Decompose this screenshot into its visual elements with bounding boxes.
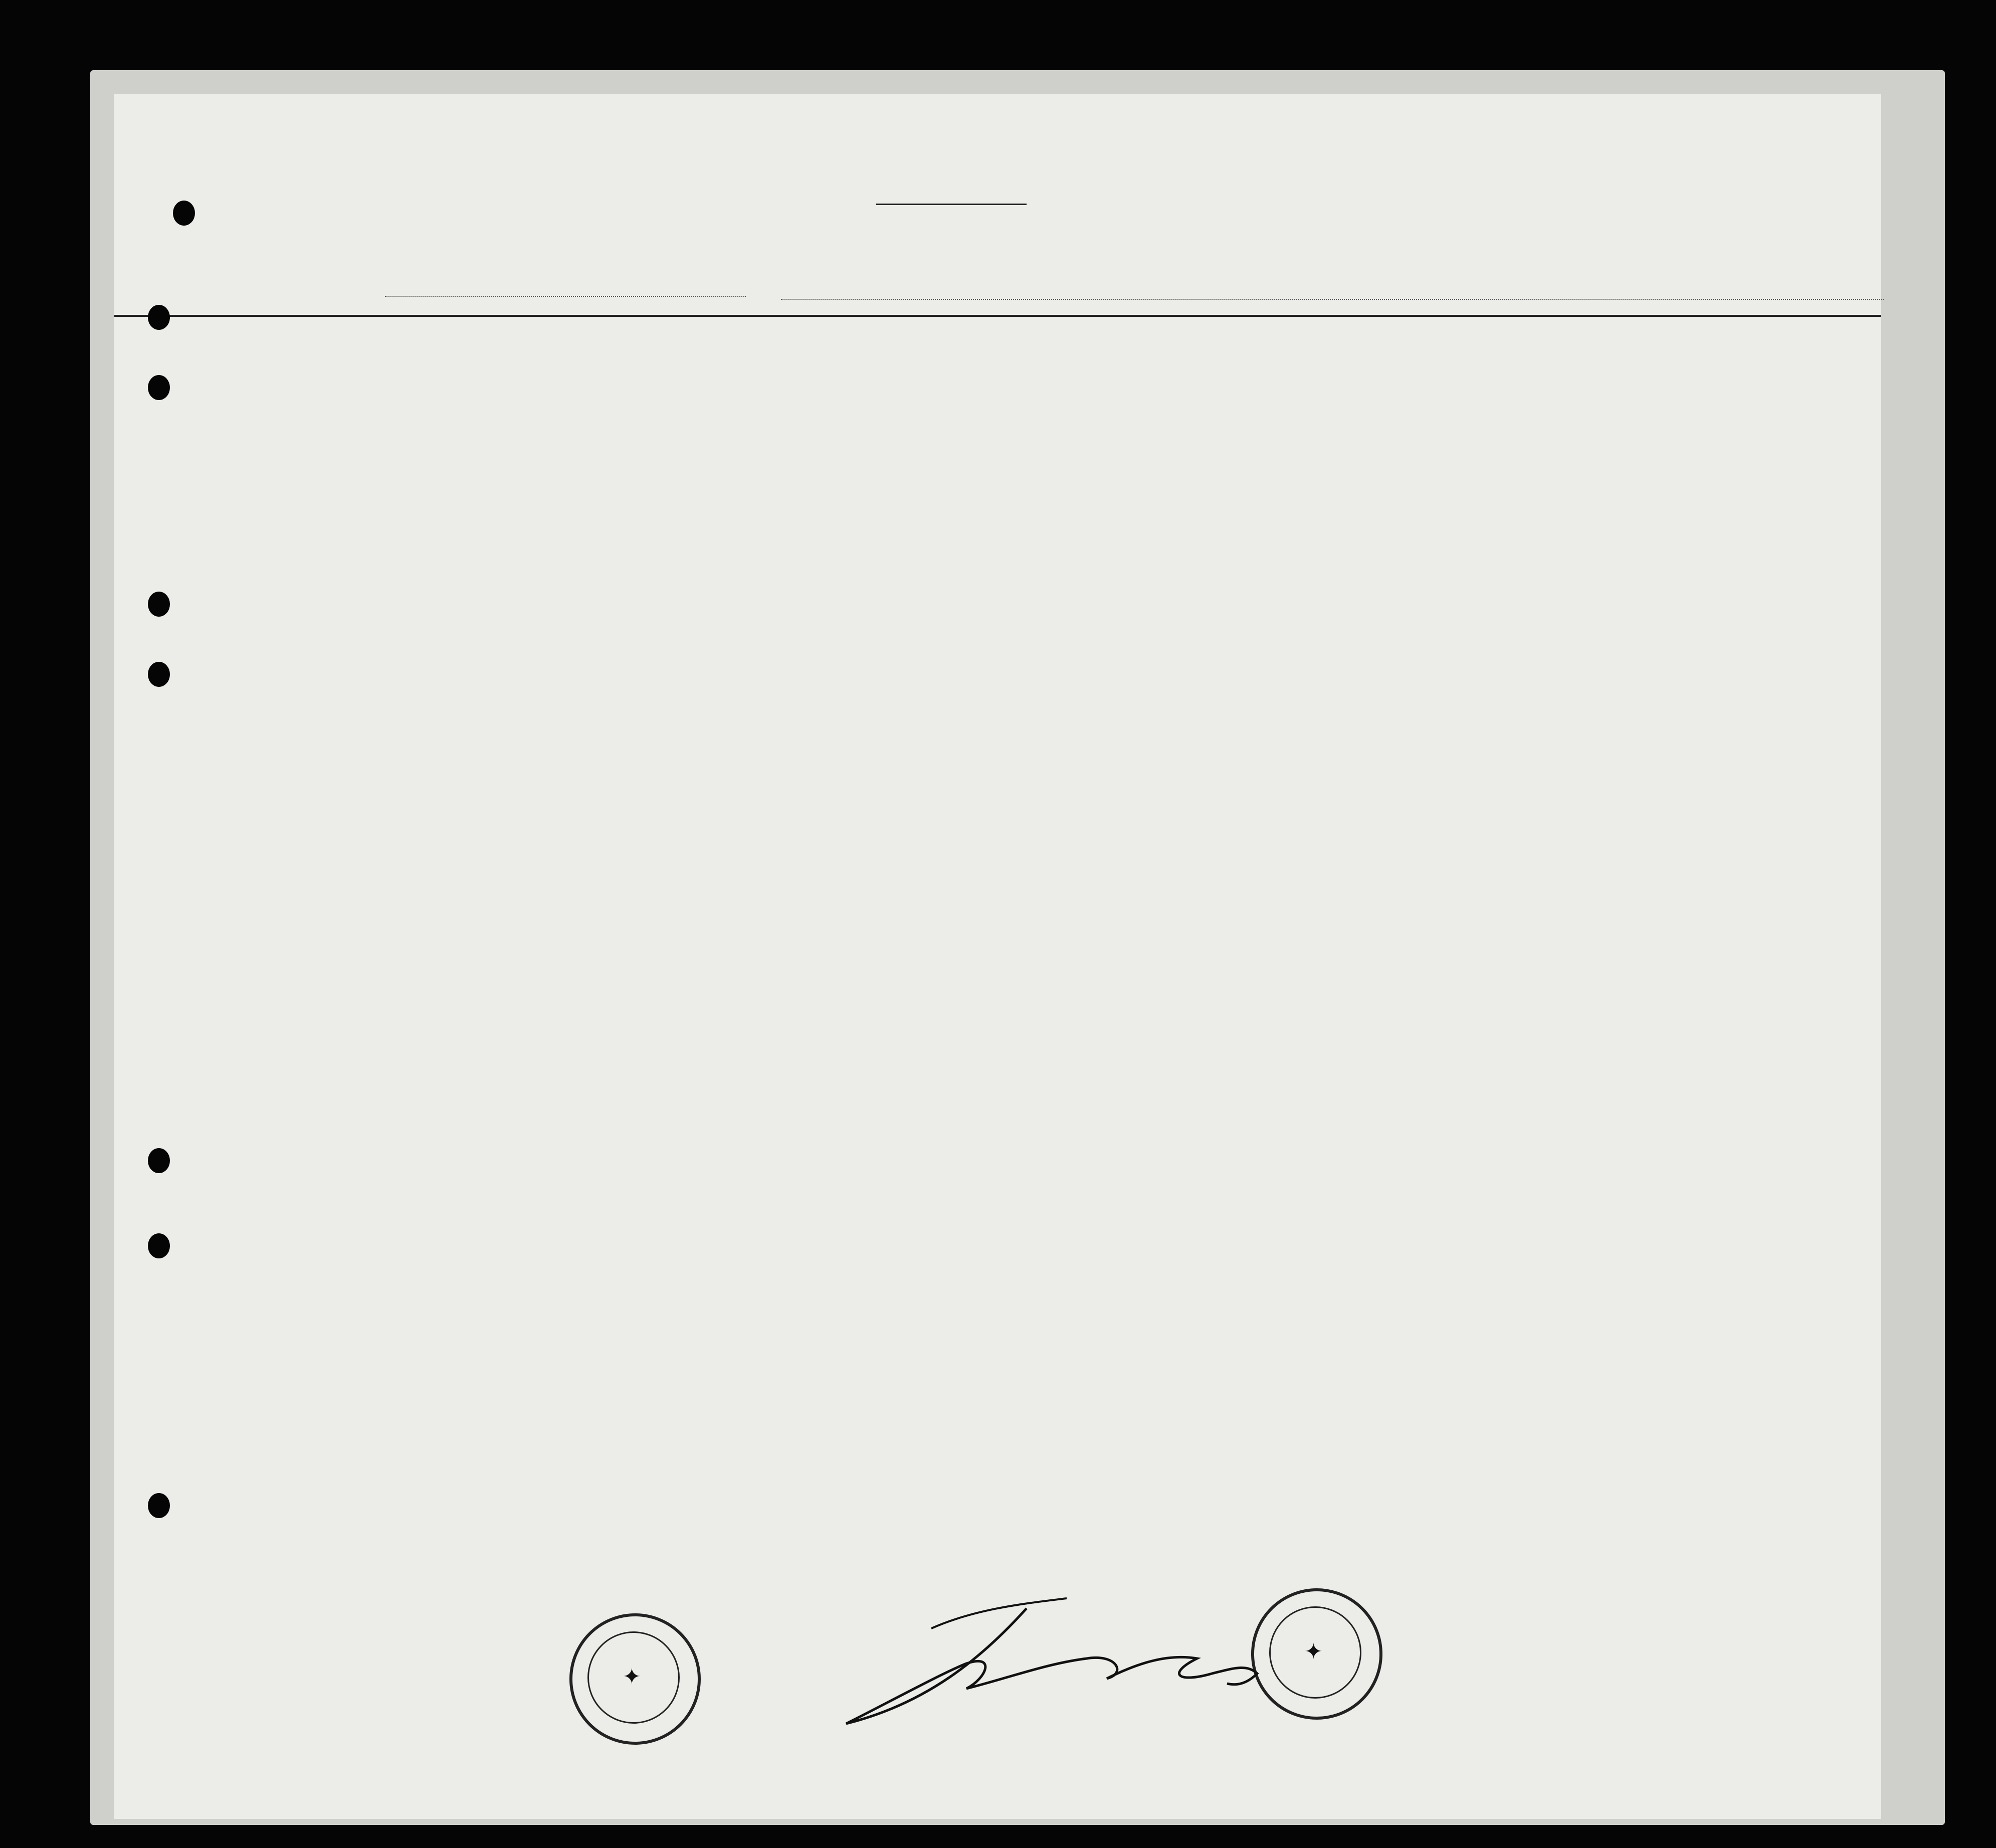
header-bottom-rule — [114, 315, 1881, 317]
binder-hole — [148, 592, 170, 617]
binder-hole — [148, 305, 170, 330]
binder-hole — [148, 1493, 170, 1518]
title-rule — [876, 204, 1027, 205]
binder-hole — [148, 375, 170, 400]
eagle-seal-icon: ✦ — [623, 1665, 641, 1689]
eagle-seal-icon: ✦ — [1304, 1639, 1323, 1664]
manifest-sheet — [114, 94, 1881, 1819]
binder-hole — [173, 201, 195, 226]
binder-hole — [148, 1233, 170, 1258]
vessel-underline — [385, 296, 746, 297]
inspector-signature — [816, 1588, 1367, 1739]
binder-hole — [148, 662, 170, 687]
vessel-line-rule — [781, 299, 1884, 300]
consulate-stamp-left — [569, 1613, 701, 1745]
binder-hole — [148, 1148, 170, 1173]
